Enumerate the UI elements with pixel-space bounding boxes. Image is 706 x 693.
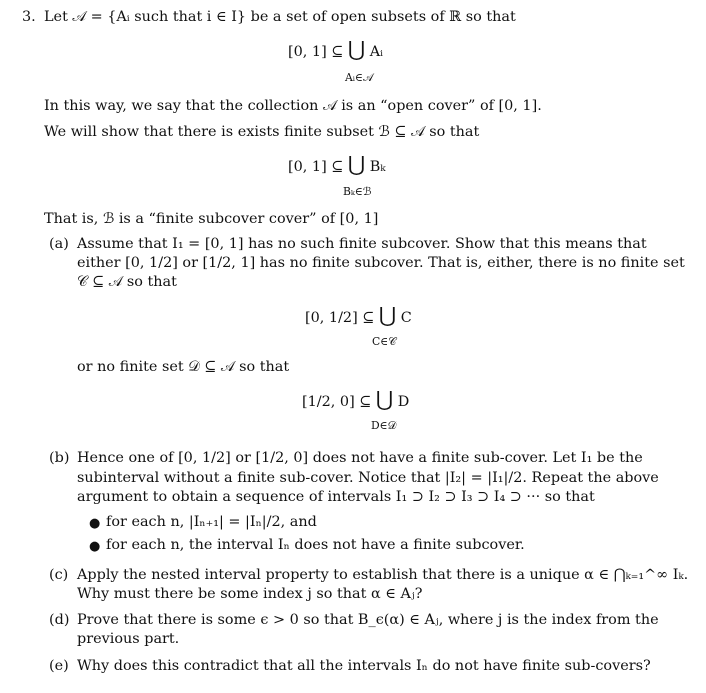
part-b-bullet: for each n, |Iₙ₊₁| = |Iₙ|/2, and (106, 514, 317, 530)
equation-rhs: Bₖ (365, 159, 386, 175)
problem-intro: Let 𝒜 = {Aᵢ such that i ∈ I} be a set of open subsets of ℝ so that (44, 9, 516, 25)
equation-lhs: [0, 1/2] ⊆ (305, 310, 379, 326)
equation-lhs: [0, 1] ⊆ (288, 159, 348, 175)
part-e-line: Why does this contradict that all the intervals Iₙ do not have finite sub-covers? (77, 658, 651, 674)
part-b-label: (b) (49, 450, 70, 466)
equation-left-half (305, 303, 412, 329)
part-a-line: Assume that I₁ = [0, 1] has no such finite subcover. Show that this means that (77, 236, 647, 252)
union-symbol: ⋃ (375, 387, 394, 411)
problem-number: 3. (22, 9, 36, 25)
part-c-line: Apply the nested interval property to establish that there is a unique α ∈ ⋂ₖ₌₁^∞ Iₖ. (77, 567, 689, 583)
part-a-label: (a) (49, 236, 69, 252)
equation-right-half (302, 387, 410, 413)
union-symbol: ⋃ (347, 152, 366, 176)
part-d-line: Prove that there is some ϵ > 0 so that B_ϵ(α) ∈ Aⱼ, where j is the index from the (77, 612, 659, 628)
union-symbol: ⋃ (378, 303, 397, 327)
part-a-middle: or no finite set 𝒟 ⊆ 𝒜 so that (77, 359, 290, 375)
equation-open-cover (288, 37, 384, 63)
part-b-line: Hence one of [0, 1/2] or [1/2, 0] does not have a finite sub-cover. Let I₁ be the (77, 450, 643, 466)
part-c-line: Why must there be some index j so that α ∈ Aⱼ? (77, 586, 423, 602)
union-index: D∈𝒟 (371, 419, 397, 432)
equation-lhs: [1/2, 0] ⊆ (302, 394, 376, 410)
union-index: Bₖ∈ℬ (343, 185, 372, 198)
part-b-line: argument to obtain a sequence of intervals I₁ ⊃ I₂ ⊃ I₃ ⊃ I₄ ⊃ ··· so that (77, 489, 595, 505)
union-index: Aᵢ∈𝒜 (345, 71, 374, 84)
bullet-icon: ● (89, 539, 101, 554)
union-index: C∈𝒞 (372, 335, 397, 348)
part-e-label: (e) (49, 658, 69, 674)
part-a-line: either [0, 1/2] or [1/2, 1] has no finite subcover. That is, either, there is no finite set (77, 255, 685, 271)
finite-subcover-definition: That is, ℬ is a “finite subcover cover” of [0, 1] (44, 211, 379, 227)
part-d-line: previous part. (77, 631, 180, 647)
equation-rhs: D (393, 394, 410, 410)
part-d-label: (d) (49, 612, 70, 628)
part-b-bullet: for each n, the interval Iₙ does not have a finite subcover. (106, 537, 525, 553)
equation-finite-subcover (288, 152, 386, 178)
equation-lhs: [0, 1] ⊆ (288, 44, 348, 60)
part-b-line: subinterval without a finite sub-cover. Notice that |I₂| = |I₁|/2. Repeat the above (77, 470, 659, 486)
equation-rhs: C (396, 310, 412, 326)
equation-rhs: Aᵢ (365, 44, 384, 60)
part-c-label: (c) (49, 567, 69, 583)
part-a-line: 𝒞 ⊆ 𝒜 so that (77, 274, 177, 290)
union-symbol: ⋃ (347, 37, 366, 61)
open-cover-definition: In this way, we say that the collection 𝒜 is an “open cover” of [0, 1]. (44, 98, 542, 114)
goal-statement: We will show that there is exists finite subset ℬ ⊆ 𝒜 so that (44, 124, 480, 140)
bullet-icon: ● (89, 516, 101, 531)
